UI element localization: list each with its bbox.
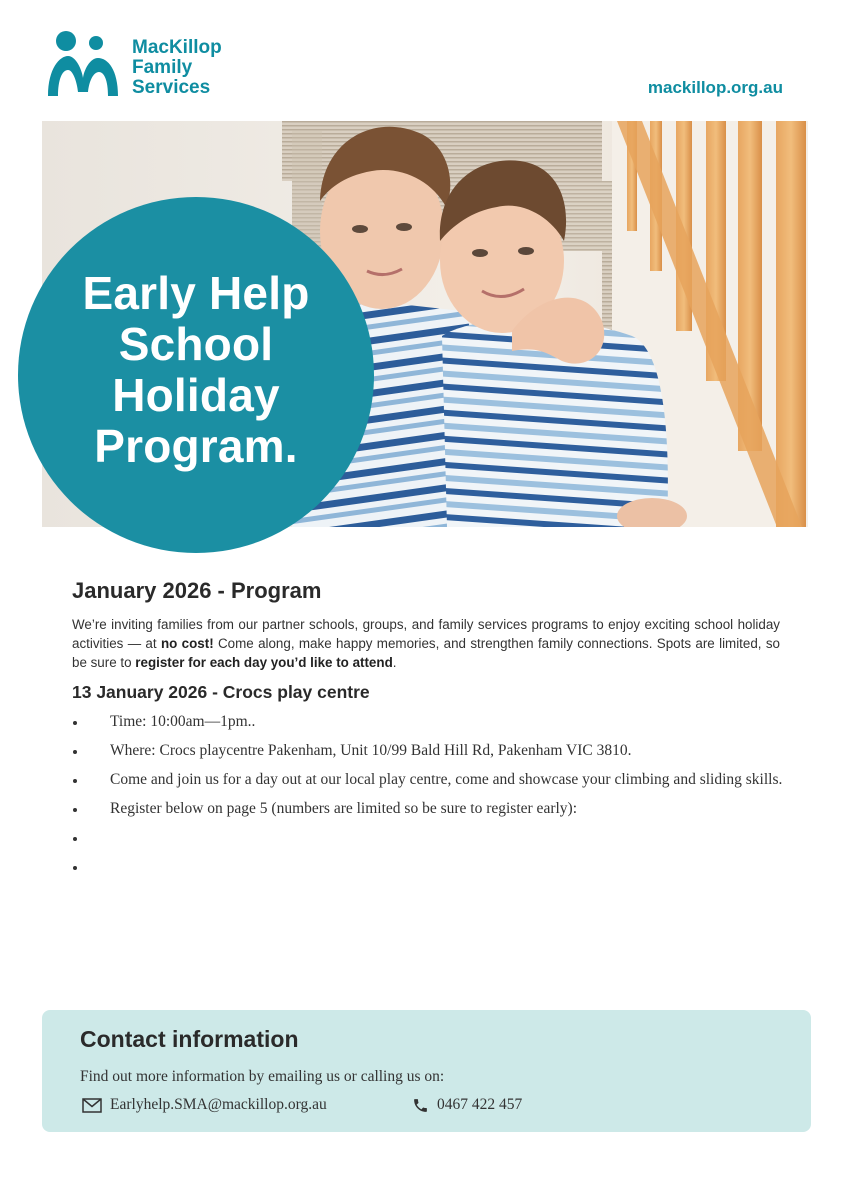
- contact-phone[interactable]: [412, 1096, 522, 1114]
- event-description: Come and join us for a day out at our local play centre, come and showcase your climbing and sliding skills.: [72, 770, 792, 790]
- logo-line-2: Family: [132, 57, 193, 78]
- program-heading: January 2026 - Program: [72, 578, 322, 603]
- logo-line-3: Services: [132, 77, 211, 98]
- phone-number[interactable]: 0467 422 457: [437, 1096, 523, 1113]
- event-time: Time: 10:00am—1pm..: [72, 712, 792, 732]
- title-line-2: School: [118, 318, 274, 370]
- envelope-icon: [82, 1098, 102, 1113]
- title-line-1: Early Help: [82, 267, 310, 319]
- logo-line-1: MacKillop: [132, 37, 222, 58]
- empty-bullet: [72, 857, 792, 877]
- event-register-note: Register below on page 5 (numbers are limited so be sure to register early):: [72, 799, 792, 819]
- contact-info-box: [42, 1010, 811, 1132]
- intro-text-1: We’re inviting families from our partner schools, groups, and family services programs to enjoy exciting school holiday activities — at: [72, 617, 780, 651]
- title-line-4: Program.: [94, 420, 298, 472]
- logo-wordmark: [132, 38, 222, 98]
- event-details-list: [72, 712, 792, 886]
- mackillop-logo-mark-icon: [46, 30, 120, 98]
- contact-email[interactable]: [82, 1096, 327, 1114]
- event-heading: 13 January 2026 - Crocs play centre: [72, 682, 370, 702]
- event-location: Where: Crocs playcentre Pakenham, Unit 10/99 Bald Hill Rd, Pakenham VIC 3810.: [72, 741, 792, 761]
- contact-title: Contact information: [80, 1026, 299, 1052]
- intro-text-2: Come along, make happy memories, and strengthen family connections. Spots are limited, so be sure to: [72, 636, 780, 670]
- phone-icon: [412, 1097, 429, 1114]
- program-title-badge: [18, 197, 374, 553]
- contact-description: Find out more information by emailing us or calling us on:: [80, 1068, 445, 1085]
- title-line-3: Holiday: [112, 369, 280, 421]
- program-title: [83, 268, 310, 472]
- website-link[interactable]: mackillop.org.au: [647, 78, 783, 97]
- mackillop-logo: [46, 30, 246, 100]
- intro-no-cost: no cost!: [160, 636, 214, 651]
- intro-register: register for each day you’d like to attend: [135, 655, 393, 670]
- program-intro: [72, 615, 780, 672]
- intro-text-3: .: [392, 655, 397, 670]
- empty-bullet: [72, 828, 792, 848]
- email-address[interactable]: Earlyhelp.SMA@mackillop.org.au: [110, 1096, 327, 1113]
